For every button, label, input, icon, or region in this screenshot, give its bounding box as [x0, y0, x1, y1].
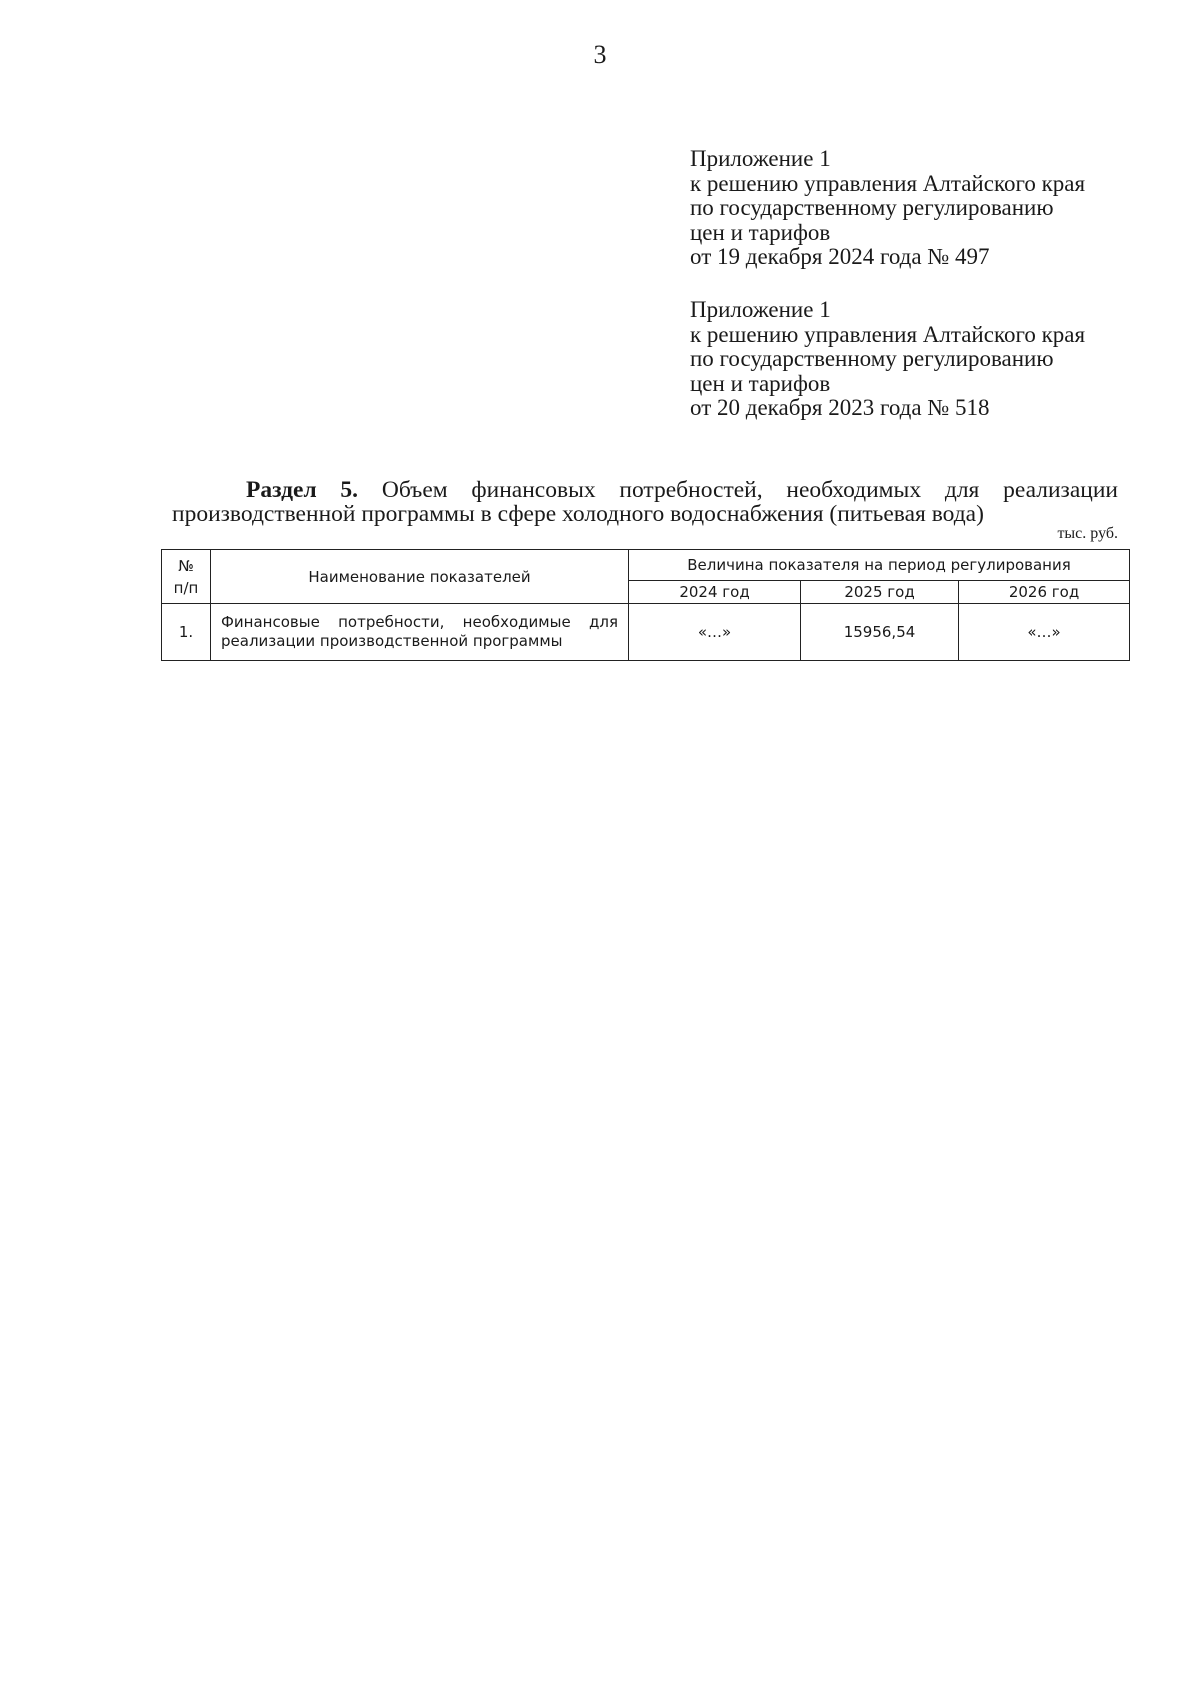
- appendix-line: по государственному регулированию: [690, 195, 1054, 220]
- section-title-text: Объем финансовых потребностей, необходимых для реализации: [381, 477, 1119, 503]
- header-year-2024: 2024 год: [629, 581, 801, 604]
- financial-needs-table: [161, 549, 1130, 661]
- value-2025: 15956,54: [801, 604, 959, 661]
- appendix-line: цен и тарифов: [690, 370, 831, 396]
- section-heading-line2: производственной программы в сфере холодного водоснабжения (питьевая вода): [172, 501, 984, 527]
- appendix-line: к решению управления Алтайского края: [690, 321, 1086, 347]
- page-number: 3: [593, 40, 607, 69]
- section-heading: [172, 478, 1118, 526]
- appendix-previous-decision: [690, 298, 1170, 421]
- value-2026: «…»: [959, 604, 1130, 661]
- units-label: тыс. руб.: [1057, 525, 1118, 542]
- table-row: [162, 604, 1130, 661]
- row-indicator-name: Финансовые потребности, необходимые для реализации производственной программы: [211, 604, 629, 661]
- header-year-2026: 2026 год: [959, 581, 1130, 604]
- appendix-date: от 20 декабря 2023 года № 518: [690, 395, 990, 420]
- header-period: Величина показателя на период регулирования: [629, 550, 1130, 581]
- appendix-line: по государственному регулированию: [690, 346, 1054, 371]
- header-num: [162, 550, 211, 604]
- value-2024: «…»: [629, 604, 801, 661]
- appendix-title: Приложение 1: [690, 146, 831, 171]
- appendix-date: от 19 декабря 2024 года № 497: [690, 244, 990, 269]
- row-number: 1.: [162, 604, 211, 661]
- table-header-row: [162, 550, 1130, 581]
- section-label: Раздел 5.: [246, 477, 359, 503]
- appendix-line: к решению управления Алтайского края: [690, 170, 1086, 196]
- section-heading-line1: [172, 478, 1118, 502]
- appendix-current-decision: [690, 147, 1170, 270]
- header-num-line1: №: [178, 556, 194, 575]
- appendix-title: Приложение 1: [690, 297, 831, 322]
- header-year-2025: 2025 год: [801, 581, 959, 604]
- header-indicator-name: Наименование показателей: [211, 550, 629, 604]
- header-num-line2: п/п: [173, 578, 199, 597]
- appendix-line: цен и тарифов: [690, 219, 831, 245]
